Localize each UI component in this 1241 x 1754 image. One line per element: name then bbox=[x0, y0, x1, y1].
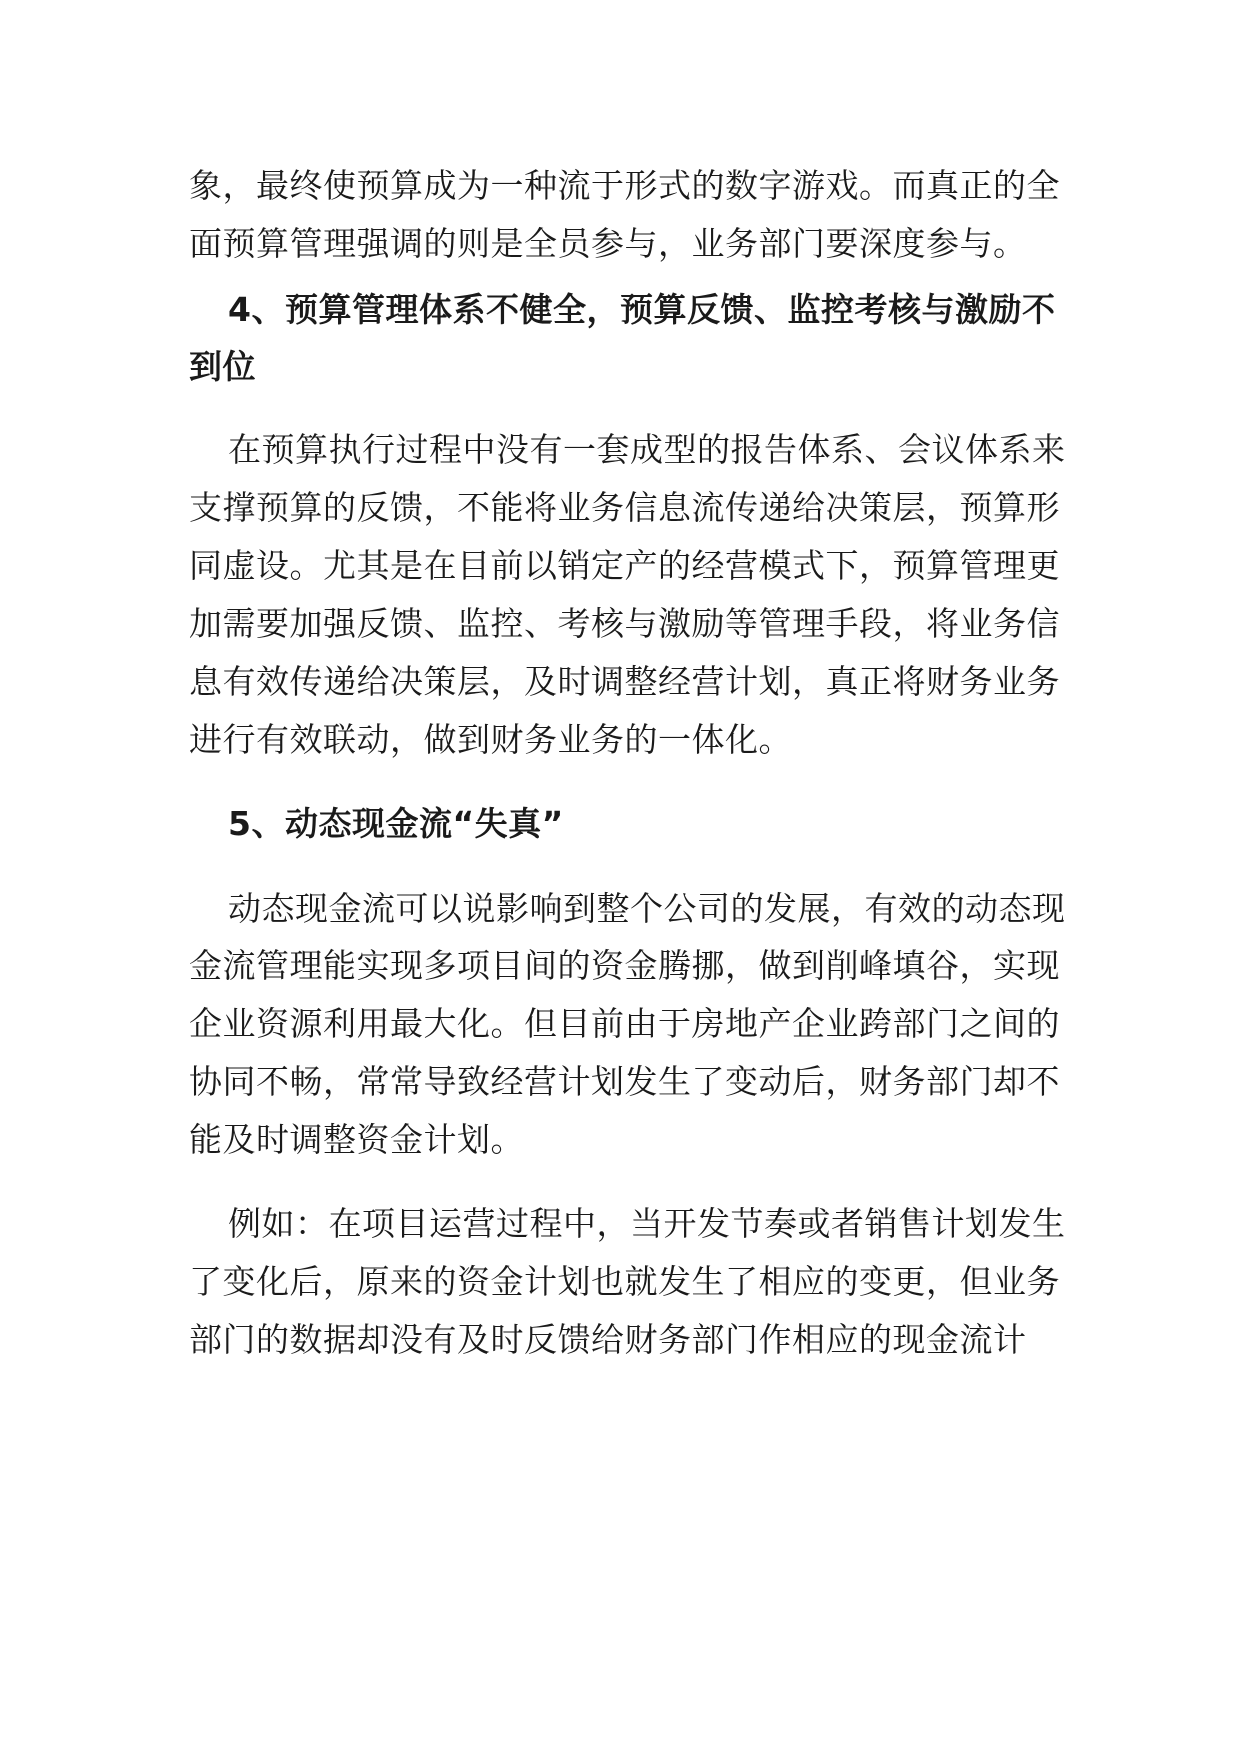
paragraph-line: 金流管理能实现多项目间的资金腾挪，做到削峰填谷，实现 bbox=[189, 946, 1060, 985]
paragraph-line: 同虚设。尤其是在目前以销定产的经营模式下，预算管理更 bbox=[189, 546, 1060, 585]
paragraph-line: 加需要加强反馈、监控、考核与激励等管理手段，将业务信 bbox=[189, 604, 1060, 643]
paragraph-line: 面预算管理强调的则是全员参与，业务部门要深度参与。 bbox=[189, 224, 1027, 263]
paragraph-line: 例如：在项目运营过程中，当开发节奏或者销售计划发生 bbox=[228, 1204, 1066, 1243]
section-heading: 到位 bbox=[189, 347, 256, 386]
paragraph-line: 动态现金流可以说影响到整个公司的发展，有效的动态现 bbox=[228, 889, 1066, 928]
paragraph-line: 息有效传递给决策层，及时调整经营计划，真正将财务业务 bbox=[189, 662, 1060, 701]
paragraph-line: 协同不畅，常常导致经营计划发生了变动后，财务部门却不 bbox=[189, 1062, 1060, 1101]
paragraph-line: 能及时调整资金计划。 bbox=[189, 1120, 524, 1159]
section-heading: 4、预算管理体系不健全，预算反馈、监控考核与激励不 bbox=[228, 290, 1056, 329]
paragraph-line: 了变化后，原来的资金计划也就发生了相应的变更，但业务 bbox=[189, 1262, 1060, 1301]
paragraph-line: 支撑预算的反馈，不能将业务信息流传递给决策层，预算形 bbox=[189, 488, 1060, 527]
paragraph-line: 象，最终使预算成为一种流于形式的数字游戏。而真正的全 bbox=[189, 166, 1060, 205]
paragraph-line: 进行有效联动，做到财务业务的一体化。 bbox=[189, 720, 792, 759]
paragraph-line: 部门的数据却没有及时反馈给财务部门作相应的现金流计 bbox=[189, 1320, 1027, 1359]
section-heading: 5、动态现金流“失真” bbox=[228, 804, 564, 843]
paragraph-line: 在预算执行过程中没有一套成型的报告体系、会议体系来 bbox=[228, 430, 1066, 469]
paragraph-line: 企业资源利用最大化。但目前由于房地产企业跨部门之间的 bbox=[189, 1004, 1060, 1043]
